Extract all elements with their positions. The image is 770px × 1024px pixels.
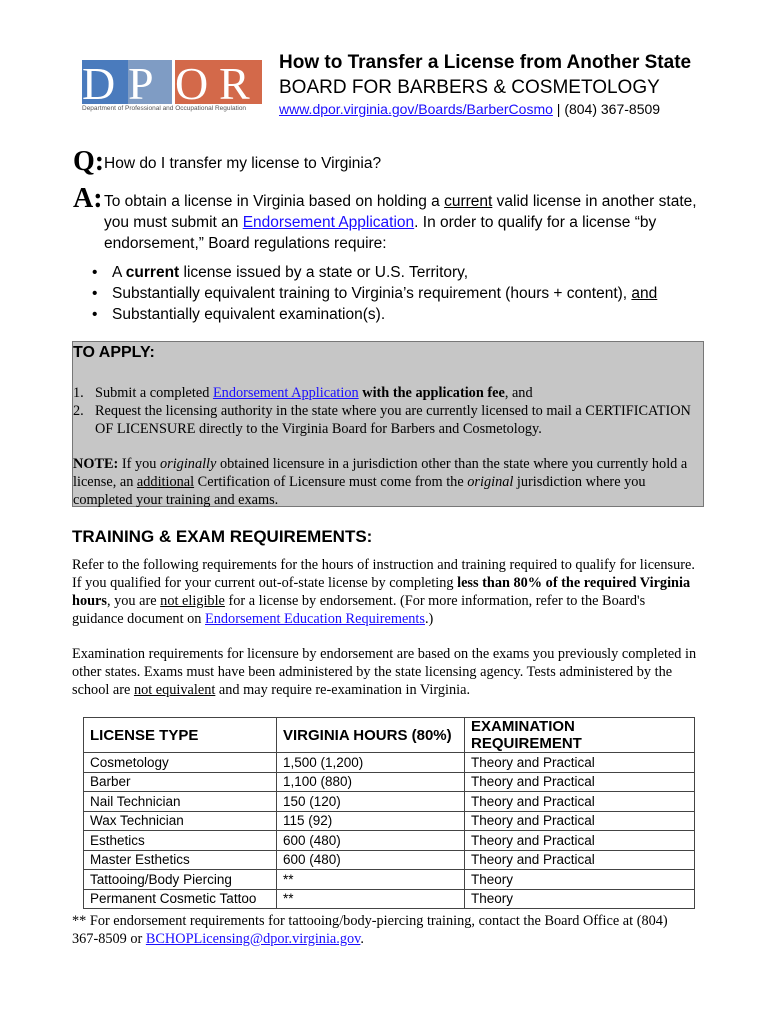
table-row	[84, 850, 695, 870]
requirements-list	[82, 262, 712, 325]
to-apply-heading: TO APPLY:	[73, 344, 155, 361]
table-cell: Theory and Practical	[465, 792, 695, 812]
endorsement-application-link[interactable]: Endorsement Application	[242, 214, 415, 231]
table-cell: 600 (480)	[277, 850, 465, 870]
column-header: VIRGINIA HOURS (80%)	[277, 718, 465, 753]
table-row	[84, 772, 695, 792]
endorsement-application-link-2[interactable]: Endorsement Application	[212, 385, 359, 401]
table-row	[84, 753, 695, 773]
table-row	[84, 831, 695, 851]
column-header: LICENSE TYPE	[84, 718, 277, 753]
table-row	[84, 811, 695, 831]
table-cell: Theory	[465, 889, 695, 909]
board-name: BOARD FOR BARBERS & COSMETOLOGY	[279, 77, 660, 98]
phone: | (804) 367-8509	[552, 101, 661, 117]
table-cell: 150 (120)	[277, 792, 465, 812]
list-item: • Substantially equivalent examination(s).	[82, 304, 712, 325]
email-link[interactable]: BCHOPLicensing@dpor.virginia.gov	[145, 931, 361, 947]
training-heading: TRAINING & EXAM REQUIREMENTS:	[72, 527, 373, 546]
training-paragraph: Refer to the following requirements for the hours of instruction and training required to qualify for licensure. If you qualified for your current out-of-state license by completing less than 80% of the required Virginia hours, you are not eligible for a license by endorsement. (For more information, refer to the Board's guidance document on Endorsement Education Requirements.)	[72, 557, 695, 627]
table-cell: 1,100 (880)	[277, 772, 465, 792]
a-label: A:	[73, 183, 103, 214]
table-cell: Theory	[465, 870, 695, 890]
table-cell: Theory and Practical	[465, 753, 695, 773]
table-cell: 1,500 (1,200)	[277, 753, 465, 773]
table-cell: Permanent Cosmetic Tattoo	[84, 889, 277, 909]
list-item: • A current license issued by a state or U.S. Territory,	[82, 262, 712, 283]
to-apply-box	[72, 341, 704, 507]
table-cell: Theory and Practical	[465, 811, 695, 831]
table-cell: **	[277, 870, 465, 890]
q-label: Q:	[73, 146, 105, 177]
table-cell: Wax Technician	[84, 811, 277, 831]
apply-steps: 1. Submit a completed Endorsement Application with the application fee, and 2. Request the licensing authority in the state where you are currently licensed to mail a CERTIFICATION OF LICENSURE directly to the Virginia Board for Barbers and Cosmetology.	[73, 385, 691, 437]
table-cell: 115 (92)	[277, 811, 465, 831]
endorsement-education-link[interactable]: Endorsement Education Requirements	[205, 611, 425, 627]
table-row	[84, 870, 695, 890]
logo-letter: D	[82, 60, 129, 104]
contact-line	[279, 101, 660, 117]
dpor-logo	[82, 60, 262, 112]
table-cell: Master Esthetics	[84, 850, 277, 870]
table-cell: Theory and Practical	[465, 772, 695, 792]
logo-letter: O	[175, 60, 219, 104]
page-title: How to Transfer a License from Another State	[279, 52, 692, 73]
table-cell: **	[277, 889, 465, 909]
table-cell: Cosmetology	[84, 753, 277, 773]
table-cell: Theory and Practical	[465, 831, 695, 851]
logo-subtitle: Department of Professional and Occupational Regulation	[82, 105, 247, 112]
requirements-table	[83, 717, 695, 909]
logo-letter: P	[128, 60, 172, 104]
exam-paragraph: Examination requirements for licensure by endorsement are based on the exams you previously completed in other states. Exams must have been administered by the state licensing agency. Tests administered by the school are not equivalent and may require re-examination in Virginia.	[72, 646, 697, 698]
table-cell: Esthetics	[84, 831, 277, 851]
logo-letter: R	[219, 60, 262, 104]
table-row	[84, 792, 695, 812]
table-cell: Nail Technician	[84, 792, 277, 812]
table-row	[84, 889, 695, 909]
table-cell: Barber	[84, 772, 277, 792]
note: NOTE: If you originally obtained licensure in a jurisdiction other than the state where you currently hold a license, an additional Certification of Licensure must come from the original jurisdiction where you completed your training and exams.	[73, 456, 688, 508]
list-item: • Substantially equivalent training to Virginia’s requirement (hours + content), and	[82, 283, 712, 304]
table-cell: Theory and Practical	[465, 850, 695, 870]
table-cell: Tattooing/Body Piercing	[84, 870, 277, 890]
column-header: EXAMINATION REQUIREMENT	[465, 718, 695, 753]
footnote: ** For endorsement requirements for tattooing/body-piercing training, contact the Board Office at (804) 367-8509 or BCHOPLicensing@dpor.virginia.gov.	[72, 913, 668, 947]
answer: To obtain a license in Virginia based on holding a current valid license in another state, you must submit an Endorsement Application. In order to qualify for a license “by endorsement,” Board regulations require:	[104, 193, 697, 252]
question: How do I transfer my license to Virginia?	[104, 155, 382, 172]
board-website-link[interactable]: www.dpor.virginia.gov/Boards/BarberCosmo	[279, 101, 553, 117]
table-cell: 600 (480)	[277, 831, 465, 851]
